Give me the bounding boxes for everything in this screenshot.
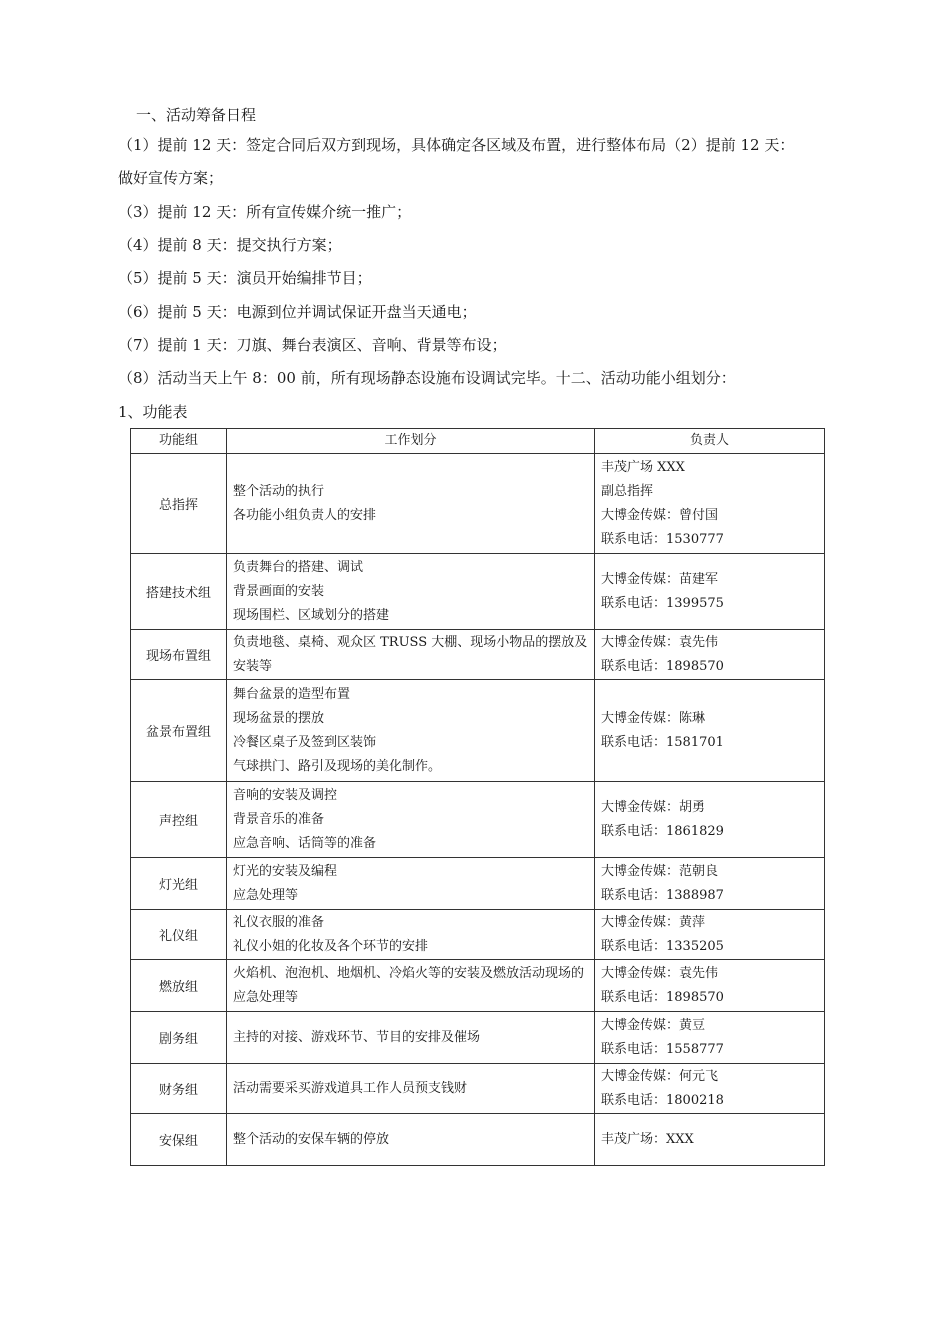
owner-line: 副总指挥: [601, 483, 654, 499]
table-row: [131, 554, 825, 630]
work-line: 背景音乐的准备: [233, 811, 325, 827]
function-table: [130, 428, 825, 1166]
cell-work: [227, 554, 595, 630]
table-title: 1、功能表: [118, 403, 188, 421]
table-row: [131, 1064, 825, 1114]
schedule-item: （3）提前 12 天：所有宣传媒介统一推广；: [118, 203, 412, 221]
owner-line: 联系电话：1530777: [601, 531, 724, 547]
table-row: [131, 1012, 825, 1064]
table-row: [131, 1114, 825, 1166]
work-line: 负责地毯、桌椅、观众区 TRUSS 大棚、现场小物品的摆放及安装等: [233, 634, 588, 674]
work-line: 现场围栏、区域划分的搭建: [233, 607, 390, 623]
work-line: 气球拱门、路引及现场的美化制作。: [233, 758, 442, 774]
owner-line: 丰茂广场：XXX: [601, 1131, 694, 1147]
owner-line: 联系电话：1800218: [601, 1092, 724, 1108]
table-row: [131, 630, 825, 680]
owner-line: 联系电话：1898570: [601, 989, 724, 1005]
header-work: 工作划分: [227, 429, 595, 454]
work-line: 整个活动的安保车辆的停放: [233, 1131, 390, 1147]
work-line: 冷餐区桌子及签到区装饰: [233, 734, 377, 750]
schedule-item: （1）提前 12 天：签定合同后双方到现场，具体确定各区域及布置，进行整体布局（2）提前 12 天：: [118, 136, 795, 154]
cell-group: 盆景布置组: [131, 680, 227, 782]
owner-line: 大博金传媒：曾付国: [601, 507, 719, 523]
work-line: 灯光的安装及编程: [233, 863, 338, 879]
owner-line: 大博金传媒：范朝良: [601, 863, 719, 879]
cell-work: [227, 1114, 595, 1166]
work-line: 礼仪衣服的准备: [233, 914, 325, 930]
cell-owner: [595, 960, 825, 1012]
owner-line: 联系电话：1558777: [601, 1041, 724, 1057]
work-line: 舞台盆景的造型布置: [233, 686, 351, 702]
table-body: [131, 454, 825, 1166]
owner-line: 大博金传媒：陈琳: [601, 710, 706, 726]
cell-work: [227, 960, 595, 1012]
header-owner: 负责人: [595, 429, 825, 454]
owner-line: 联系电话：1861829: [601, 823, 724, 839]
cell-group: 总指挥: [131, 454, 227, 554]
cell-owner: [595, 680, 825, 782]
cell-work: [227, 910, 595, 960]
cell-group: 灯光组: [131, 858, 227, 910]
owner-line: 大博金传媒：胡勇: [601, 799, 706, 815]
owner-line: 大博金传媒：黄萍: [601, 914, 706, 930]
cell-owner: [595, 1064, 825, 1114]
schedule-item: 做好宣传方案；: [118, 169, 224, 187]
work-line: 背景画面的安装: [233, 583, 325, 599]
schedule-item: （7）提前 1 天：刀旗、舞台表演区、音响、背景等布设；: [118, 336, 507, 354]
owner-line: 大博金传媒：袁先伟: [601, 965, 719, 981]
cell-group: 声控组: [131, 782, 227, 858]
table-row: [131, 960, 825, 1012]
schedule-item: （4）提前 8 天：提交执行方案；: [118, 236, 342, 254]
work-line: 礼仪小姐的化妆及各个环节的安排: [233, 938, 429, 954]
owner-line: 联系电话：1388987: [601, 887, 724, 903]
owner-line: 丰茂广场 XXX: [601, 459, 685, 475]
owner-line: 联系电话：1399575: [601, 595, 724, 611]
owner-line: 大博金传媒：袁先伟: [601, 634, 719, 650]
cell-owner: [595, 910, 825, 960]
cell-owner: [595, 454, 825, 554]
owner-line: 联系电话：1335205: [601, 938, 724, 954]
cell-work: [227, 858, 595, 910]
schedule-item: （8）活动当天上午 8：00 前，所有现场静态设施布设调试完毕。十二、活动功能小组划分：: [118, 369, 736, 387]
owner-line: 联系电话：1581701: [601, 734, 724, 750]
cell-group: 安保组: [131, 1114, 227, 1166]
work-line: 负责舞台的搭建、调试: [233, 559, 364, 575]
table-header-row: [131, 429, 825, 454]
cell-owner: [595, 1012, 825, 1064]
cell-group: 燃放组: [131, 960, 227, 1012]
owner-line: 联系电话：1898570: [601, 658, 724, 674]
cell-work: [227, 1064, 595, 1114]
cell-owner: [595, 554, 825, 630]
work-line: 整个活动的执行: [233, 483, 325, 499]
owner-line: 大博金传媒：苗建军: [601, 571, 719, 587]
cell-group: 礼仪组: [131, 910, 227, 960]
cell-work: [227, 680, 595, 782]
work-line: 活动需要采买游戏道具工作人员预支钱财: [233, 1080, 468, 1096]
cell-owner: [595, 858, 825, 910]
cell-group: 财务组: [131, 1064, 227, 1114]
cell-owner: [595, 1114, 825, 1166]
owner-line: 大博金传媒：黄豆: [601, 1017, 706, 1033]
table-row: [131, 680, 825, 782]
cell-work: [227, 454, 595, 554]
work-line: 应急音响、话筒等的准备: [233, 835, 377, 851]
cell-group: 现场布置组: [131, 630, 227, 680]
cell-group: 剧务组: [131, 1012, 227, 1064]
schedule-heading: 一、活动筹备日程: [136, 106, 257, 124]
work-line: 各功能小组负责人的安排: [233, 507, 377, 523]
table-row: [131, 910, 825, 960]
work-line: 现场盆景的摆放: [233, 710, 325, 726]
cell-owner: [595, 782, 825, 858]
table-row: [131, 782, 825, 858]
cell-owner: [595, 630, 825, 680]
header-group: 功能组: [131, 429, 227, 454]
work-line: 主持的对接、游戏环节、节目的安排及催场: [233, 1029, 481, 1045]
work-line: 音响的安装及调控: [233, 787, 338, 803]
cell-work: [227, 630, 595, 680]
table-row: [131, 454, 825, 554]
work-line: 应急处理等: [233, 887, 299, 903]
table-row: [131, 858, 825, 910]
schedule-item: （5）提前 5 天：演员开始编排节目；: [118, 269, 372, 287]
schedule-item: （6）提前 5 天：电源到位并调试保证开盘当天通电；: [118, 303, 477, 321]
owner-line: 大博金传媒：何元飞: [601, 1068, 719, 1084]
cell-work: [227, 1012, 595, 1064]
cell-group: 搭建技术组: [131, 554, 227, 630]
work-line: 火焰机、泡泡机、地烟机、冷焰火等的安装及燃放活动现场的应急处理等: [233, 965, 585, 1005]
cell-work: [227, 782, 595, 858]
